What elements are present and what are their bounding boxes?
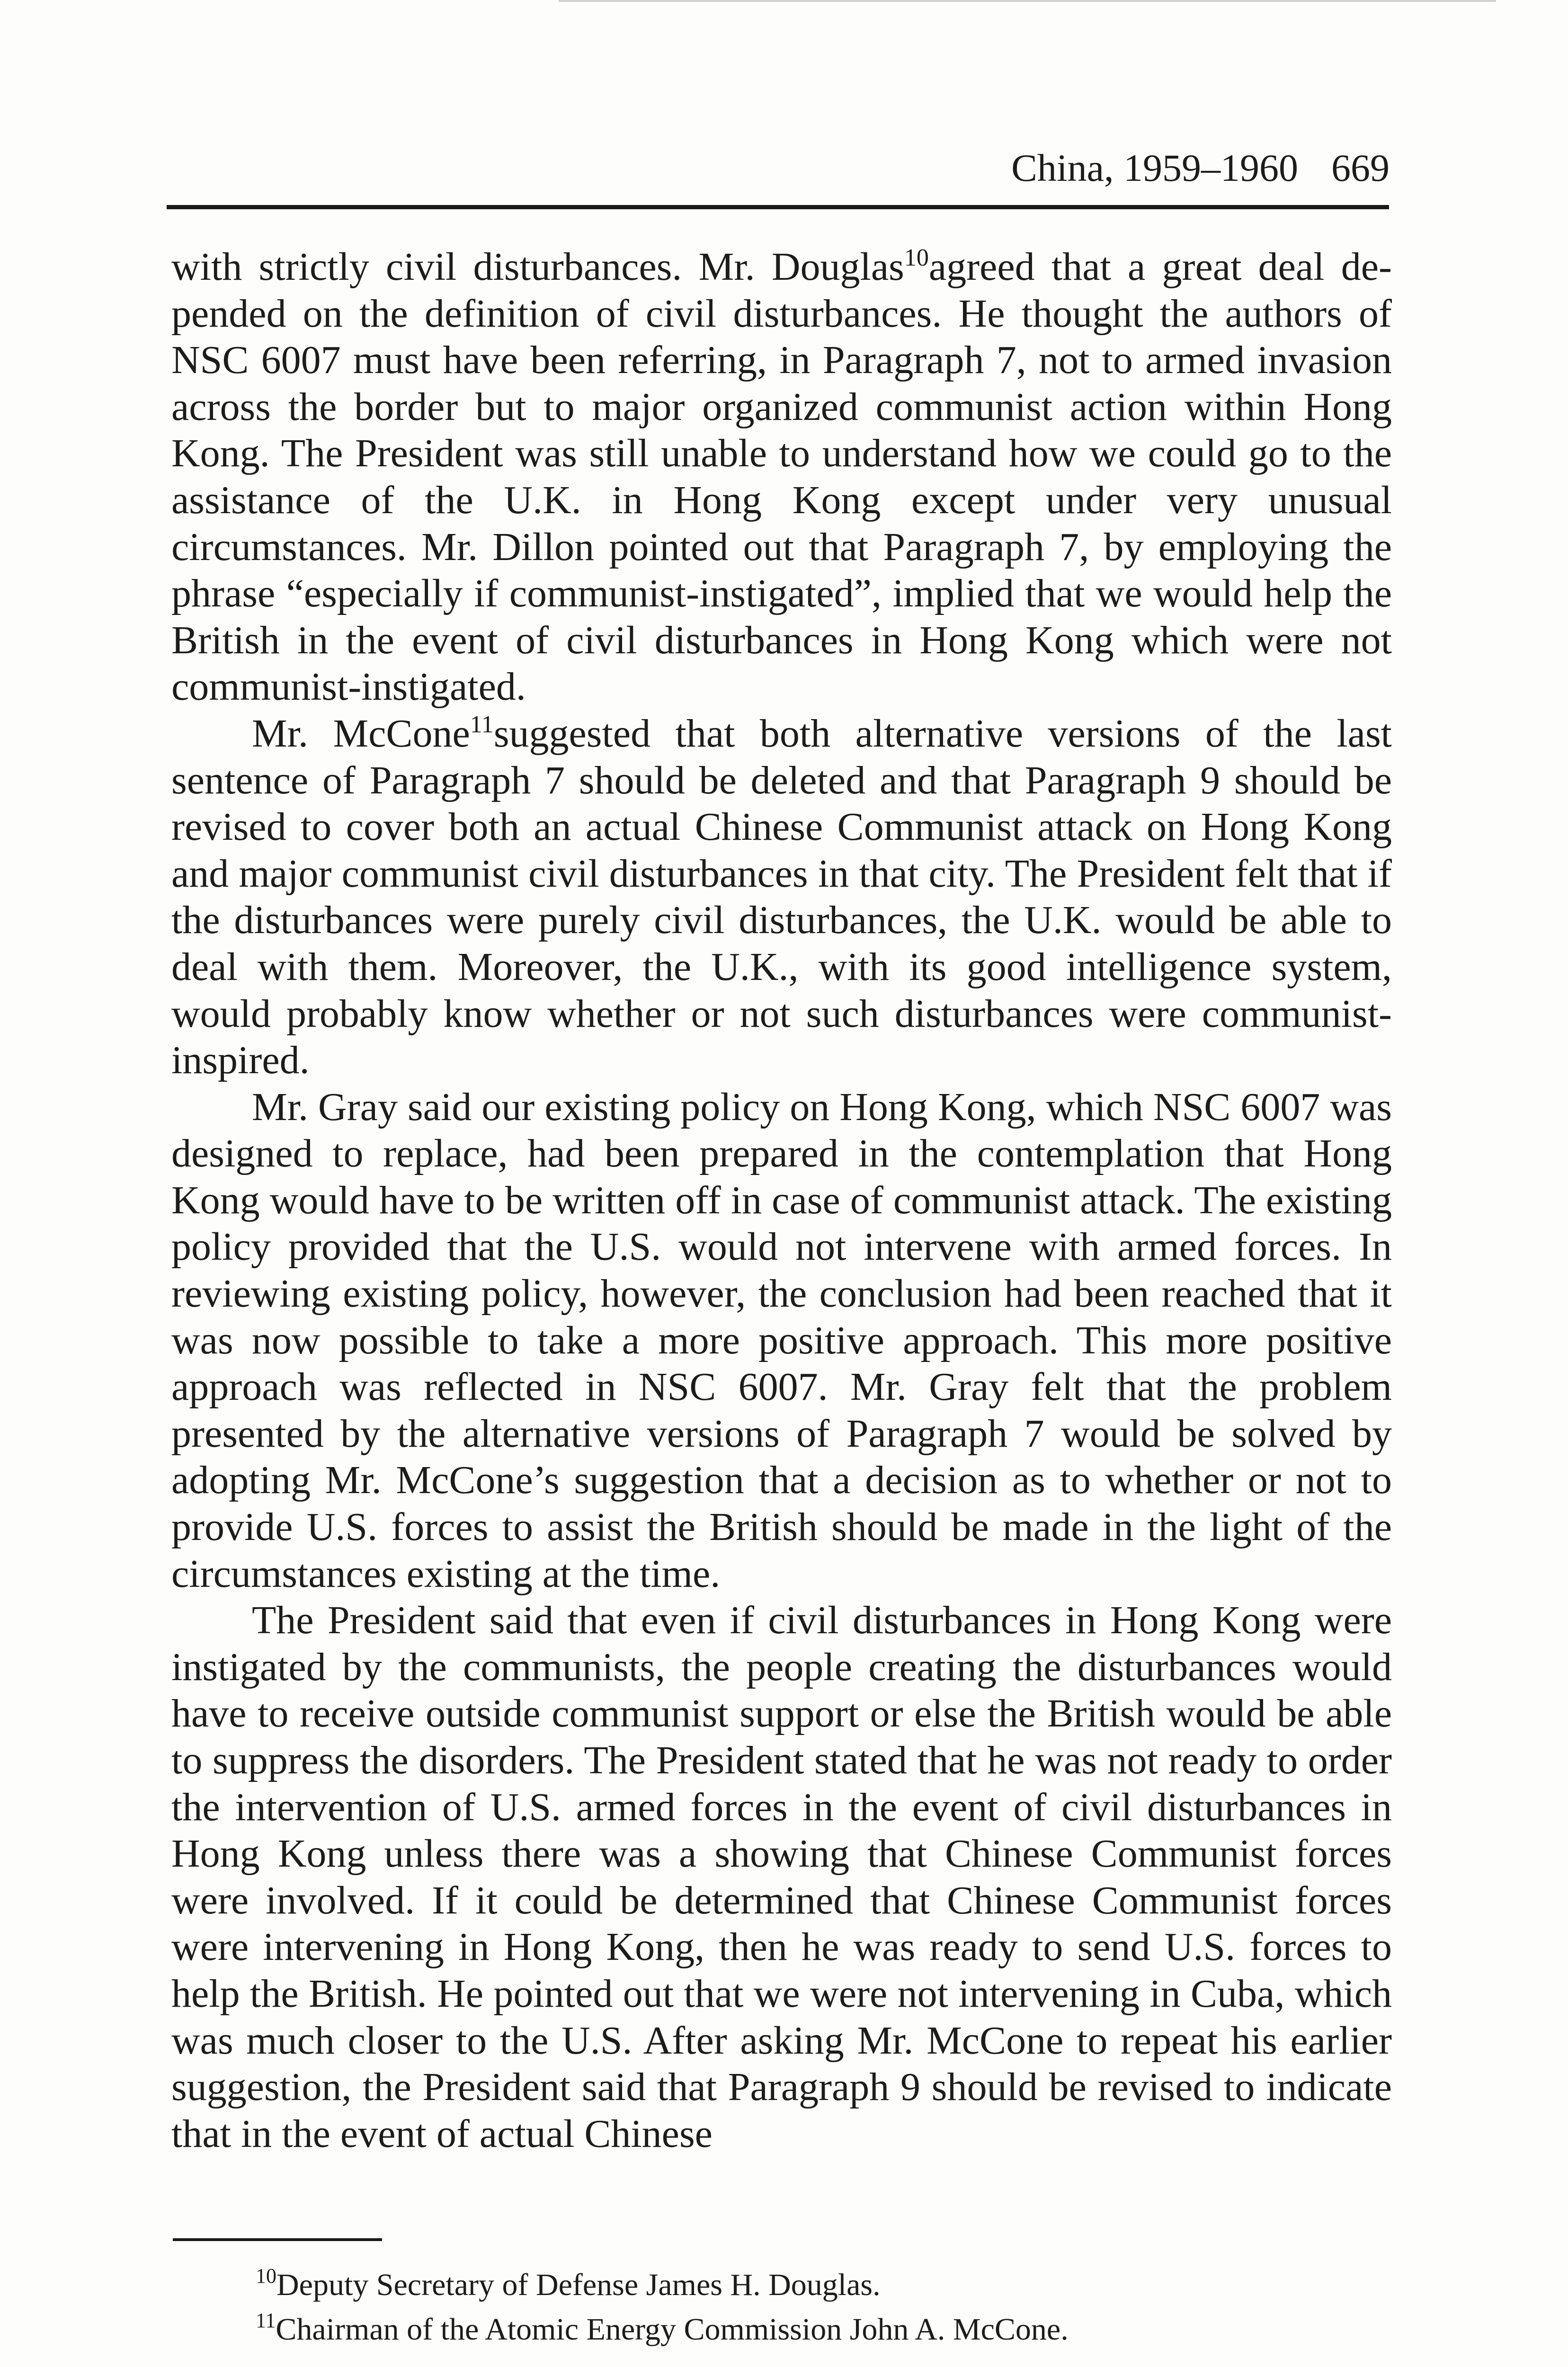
footnote-ref-11: 11 [470, 711, 494, 738]
header-rule [167, 205, 1389, 209]
footnote-text-10: Deputy Secretary of Defense James H. Douglas. [276, 2268, 881, 2302]
footnote-ref-10: 10 [904, 244, 929, 271]
paragraph-1-text-a: with strictly civil disturbances. Mr. Douglas [171, 245, 904, 289]
paragraph-3: Mr. Gray said our existing policy on Hong Kong, which NSC 6007 was designed to replace, had been prepared in the contemplation that Hong Kong would have to be written off in case of communist attack. The existing policy provided that the U.S. would not intervene with armed forces. In reviewing existing policy, however, the conclusion had been reached that it was now possible to take a more positive approach. This more positive approach was reflected in NSC 6007. Mr. Gray felt that the problem presented by the alternative versions of Paragraph 7 would be solved by adopting Mr. McCone’s suggestion that a decision as to whether or not to provide U.S. forces to assist the British should be made in the light of the circumstances existing at the time. [171, 1085, 1392, 1596]
paragraph-2-text-a: Mr. McCone [252, 711, 470, 756]
footnote-marker-11: 11 [256, 2309, 276, 2332]
paragraph-2 [171, 711, 1392, 1084]
paragraph-2-text-b: suggested that both alternative versions of the last sentence of Paragraph 7 should be deleted and that Paragraph 9 should be revised to cover both an actual Chinese Communist attack on Hong Kong and major communist civil disturbances in that city. The President felt that if the disturbances were purely civil disturbances, the U.K. would be able to deal with them. Moreover, the U.K., with its good intelligence system, would probably know whether or not such disturbances were communist-inspired. [171, 711, 1392, 1083]
footnote-rule [173, 2238, 382, 2241]
paragraph-1 [171, 244, 1392, 711]
scan-top-edge [559, 0, 1496, 2]
footnote-11 [256, 2307, 1345, 2352]
page-number: 669 [1331, 146, 1390, 189]
footnotes [256, 2263, 1345, 2352]
footnote-text-11: Chairman of the Atomic Energy Commission John A. McCone. [276, 2312, 1069, 2347]
paragraph-4: The President said that even if civil disturbances in Hong Kong were instigated by the communists, the people creating the disturbances would have to receive outside communist support or else the British would be able to suppress the disorders. The President stated that he was not ready to order the intervention of U.S. armed forces in the event of civil disturbances in Hong Kong unless there was a showing that Chinese Communist forces were involved. If it could be determined that Chinese Communist forces were intervening in Hong Kong, then he was ready to send U.S. forces to help the British. He pointed out that we were not intervening in Cuba, which was much closer to the U.S. After asking Mr. McCone to repeat his earlier suggestion, the President said that Paragraph 9 should be revised to indicate that in the event of actual Chinese [171, 1598, 1392, 2156]
body-text [171, 244, 1392, 2157]
running-title: China, 1959–1960 [1011, 146, 1298, 189]
footnote-10 [256, 2263, 1345, 2307]
paragraph-1-text-b: agreed that a great deal depended on the definition of civil disturbances. He thought the authors of NSC 6007 must have been referring, in Paragraph 7, not to armed invasion across the border but to major organized communist action within Hong Kong. The President was still unable to understand how we could go to the assistance of the U.K. in Hong Kong except under very unusual circumstances. Mr. Dillon pointed out that Paragraph 7, by employing the phrase “especially if communist-instigated”, implied that we would help the British in the event of civil disturbances in Hong Kong which were not communist-instigated. [171, 245, 1392, 709]
footnote-marker-10: 10 [256, 2264, 276, 2287]
running-head [168, 142, 1390, 194]
